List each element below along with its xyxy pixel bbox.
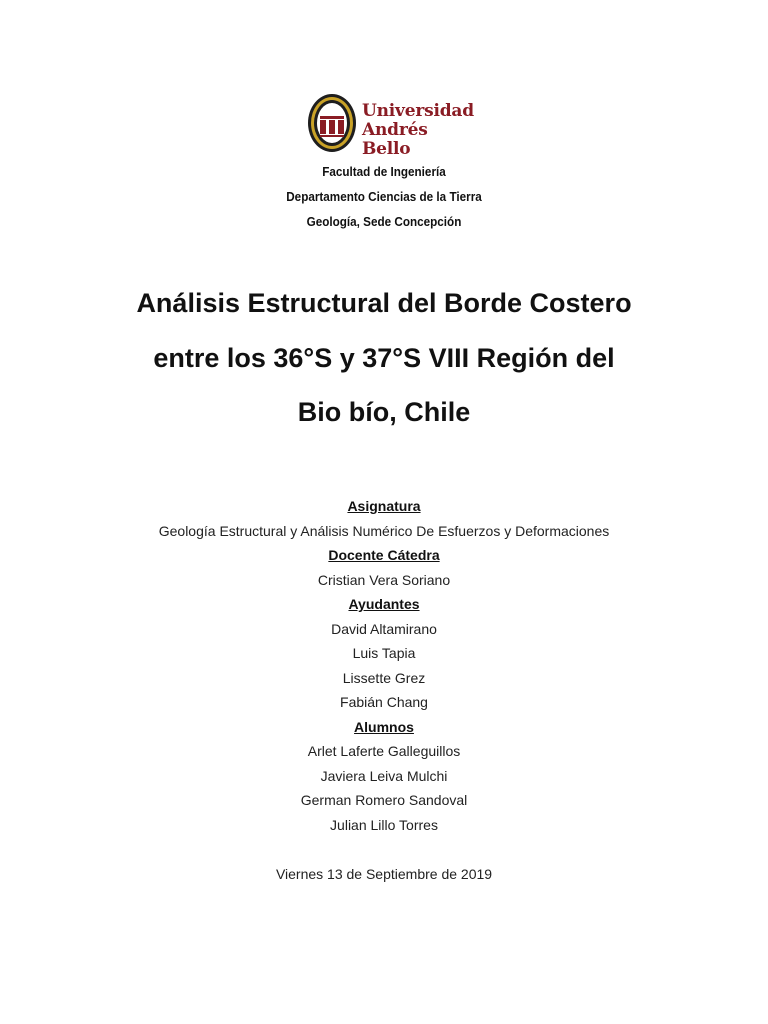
document-details	[0, 494, 768, 837]
document-date: Viernes 13 de Septiembre de 2019	[275, 866, 493, 882]
title-line-3: Bio bío, Chile	[297, 397, 471, 427]
university-logo	[306, 92, 476, 159]
faculty-name: Facultad de Ingeniería	[322, 164, 446, 179]
document-title	[0, 276, 768, 440]
institution-header	[38, 159, 729, 234]
teacher-heading: Docente Cátedra	[328, 547, 440, 563]
teacher-name: Cristian Vera Soriano	[317, 571, 451, 588]
assistants-heading: Ayudantes	[348, 596, 420, 612]
title-line-2: entre los 36°S y 37°S VIII Región del	[153, 342, 615, 373]
university-name	[362, 102, 476, 159]
university-name-line2: Andrés Bello	[362, 120, 428, 159]
assistant-name: Luis Tapia	[352, 645, 416, 661]
assistant-name: David Altamirano	[331, 620, 437, 637]
subject-name: Geología Estructural y Análisis Numérico De Esfuerzos y Deformaciones	[158, 522, 610, 539]
assistant-name: Lissette Grez	[342, 669, 426, 686]
university-crest-icon	[306, 92, 358, 154]
student-name: Arlet Laferte Galleguillos	[307, 743, 461, 759]
department-name: Departamento Ciencias de la Tierra	[286, 189, 482, 204]
university-name-line1: Universidad	[362, 101, 474, 121]
student-name: German Romero Sandoval	[300, 792, 468, 808]
program-name: Geología, Sede Concepción	[306, 214, 462, 229]
student-name: Julian Lillo Torres	[330, 816, 438, 833]
title-line-1: Análisis Estructural del Borde Costero	[136, 288, 632, 318]
students-heading: Alumnos	[354, 718, 414, 735]
student-name: Javiera Leiva Mulchi	[320, 767, 448, 784]
subject-heading: Asignatura	[347, 498, 421, 514]
assistant-name: Fabián Chang	[340, 694, 428, 710]
